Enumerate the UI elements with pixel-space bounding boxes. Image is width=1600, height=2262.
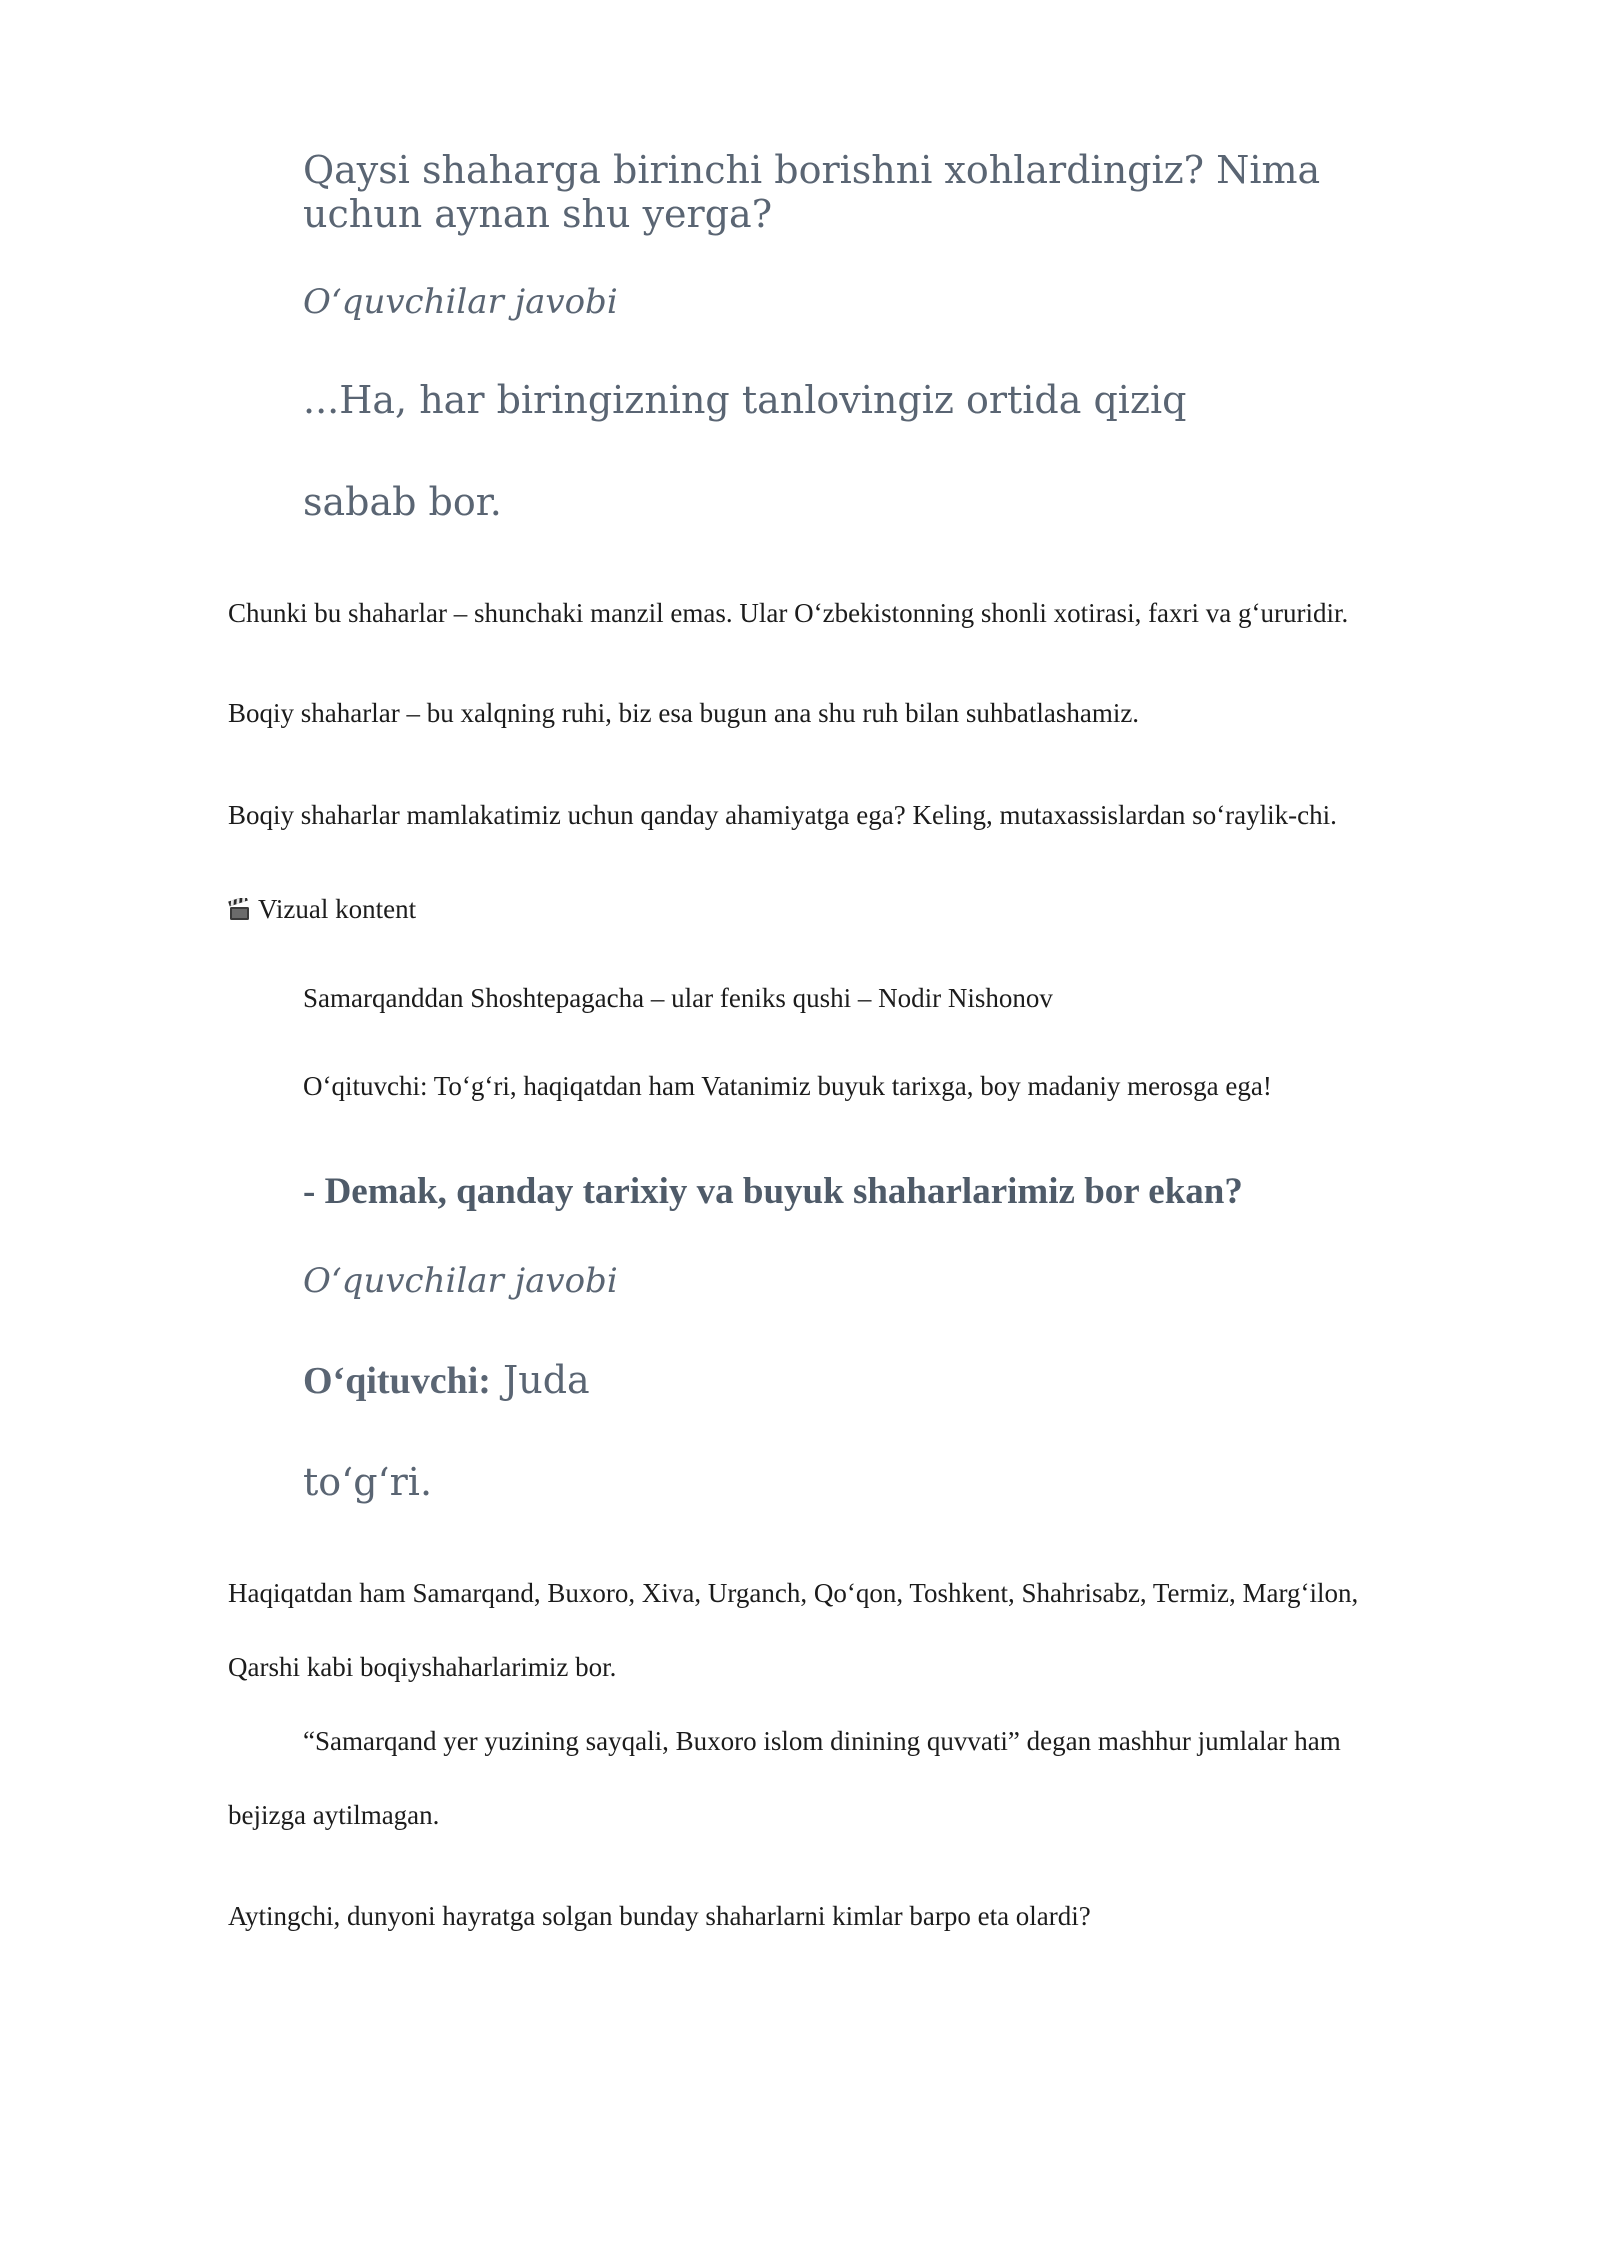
paragraph-ask-experts: Boqiy shaharlar mamlakatimiz uchun qanday ahamiyatga ega? Keling, mutaxassislardan so‘raylik-chi. xyxy=(228,800,1337,830)
teacher-remark-line-1: ...Ha, har biringizning tanlovingiz ortida qiziq xyxy=(303,378,1187,422)
teacher-reply-word: Juda xyxy=(490,1358,590,1402)
paragraph-eternal-cities: Boqiy shaharlar – bu xalqning ruhi, biz esa bugun ana shu ruh bilan suhbatlashamiz. xyxy=(228,698,1140,728)
paragraph-cities-memory: Chunki bu shaharlar – shunchaki manzil emas. Ular O‘zbekistonning shonli xotirasi, faxri va g‘ururidir. xyxy=(228,598,1349,628)
paragraph-closing-question: Aytingchi, dunyoni hayratga solgan bunday shaharlarni kimlar barpo eta olardi? xyxy=(228,1901,1091,1931)
paragraph-city-list-end: Qarshi kabi boqiyshaharlarimiz bor. xyxy=(228,1652,617,1682)
video-title: Samarqanddan Shoshtepagacha – ular feniks qushi – Nodir Nishonov xyxy=(303,983,1053,1013)
teacher-remark-line-2: sabab bor. xyxy=(303,480,502,524)
students-answer-note-2: O‘quvchilar javobi xyxy=(303,1261,618,1301)
paragraph-famous-quote: “Samarqand yer yuzining sayqali, Buxoro islom dinining quvvati” degan mashhur jumlalar ham xyxy=(303,1726,1341,1756)
clapperboard-icon xyxy=(228,898,252,922)
paragraph-city-list: Haqiqatdan ham Samarqand, Buxoro, Xiva, Urganch, Qo‘qon, Toshkent, Shahrisabz, Termiz, Marg‘ilon, xyxy=(228,1578,1359,1608)
students-answer-note: O‘quvchilar javobi xyxy=(303,282,618,322)
paragraph-quote-end: bejizga aytilmagan. xyxy=(228,1800,440,1830)
teacher-reply-line xyxy=(303,1358,590,1403)
visual-content-text: Vizual kontent xyxy=(258,894,417,924)
question-bold: - Demak, qanday tarixiy va buyuk shaharlarimiz bor ekan? xyxy=(303,1171,1243,1212)
visual-content-label xyxy=(228,894,416,925)
teacher-reply-line-2: to‘g‘ri. xyxy=(303,1460,433,1504)
teacher-statement: O‘qituvchi: To‘g‘ri, haqiqatdan ham Vatanimiz buyuk tarixga, boy madaniy merosga ega! xyxy=(303,1071,1272,1101)
teacher-label: O‘qituvchi: xyxy=(303,1360,491,1402)
question-heading: Qaysi shaharga birinchi borishni xohlardingiz? Nima uchun aynan shu yerga? xyxy=(303,148,1321,236)
